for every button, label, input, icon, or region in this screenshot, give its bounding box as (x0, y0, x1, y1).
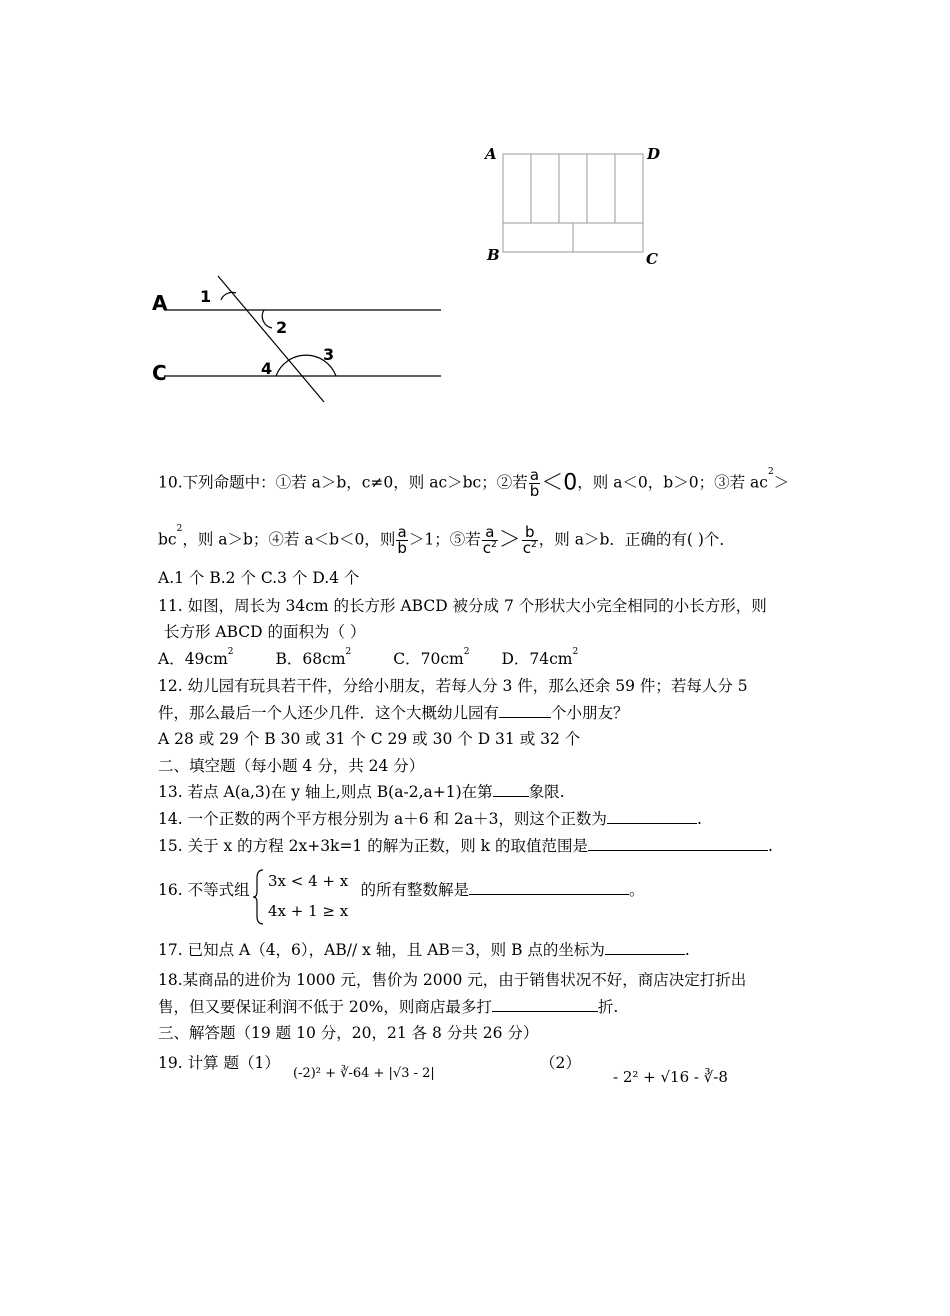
label-line-a: A (152, 291, 168, 315)
q14-blank (607, 809, 697, 824)
frac-a-over-b-2: $\frac{a}{b}$ (397, 523, 407, 557)
frac-b-over-c2: $\frac{b}{c^2}$ (522, 523, 537, 557)
section-3-heading: 三、解答题（19 题 10 分，20，21 各 8 分共 26 分） (158, 1024, 539, 1042)
inequality-2: 4x + 1 ≥ x (268, 902, 349, 920)
q12-line2: 件，那么最后一个人还少几件．这个大概幼儿园有 个小朋友？ (158, 704, 629, 722)
label-c: C (646, 250, 658, 268)
q14: 14. 一个正数的两个平方根分别为 a＋6 和 2a＋3，则这个正数为 . (158, 810, 702, 828)
q11-options: A．$49cm^2$ B．$68cm^2$ C．$70cm^2$ D．$74cm^2$ (158, 647, 579, 668)
q17: 17. 已知点 A（4，6），AB// x 轴，且 AB＝3，则 B 点的坐标为 . (158, 941, 690, 959)
q13: 13. 若点 A(a,3)在 y 轴上,则点 B(a-2,a+1)在第 象限. (158, 783, 565, 801)
q11-line1: 11. 如图，周长为 34cm 的长方形 ABCD 被分成 7 个形状大小完全相同的小长方形，则 (158, 597, 767, 615)
q19-expression-1: (-2)² + ∛-64 + |√3 - 2| (293, 1066, 435, 1081)
section-2-heading: 二、填空题（每小题 4 分，共 24 分） (158, 757, 425, 775)
label-a: A (485, 145, 497, 163)
frac-a-over-b: $\frac{a}{b}$ (529, 466, 540, 500)
inequality-1: 3x < 4 + x (268, 872, 349, 890)
label-d: D (647, 145, 661, 163)
q11-line2: 长方形 ABCD 的面积为（ ） (164, 623, 366, 641)
q18-blank (492, 997, 598, 1012)
label-line-c: C (152, 361, 167, 385)
angle-2-label: 2 (276, 318, 288, 337)
angle-4-label: 4 (261, 359, 273, 378)
q19-expression-2: - 2² + √16 - ∛-8 (613, 1068, 728, 1086)
q16: 16. 不等式组 的所有整数解是 。 (158, 881, 645, 899)
q10-line1: 10.下列命题中：①若 a＞b，c≠0，则 ac＞bc；②若 $\frac{a}{b}$ ＜0，则 a＜0，b＞0；③若 $ac^2>$ (158, 466, 790, 500)
parallel-lines-figure (150, 270, 450, 410)
q13-blank (493, 782, 529, 797)
q18-line2: 售，但又要保证利润不低于 20%，则商店最多打 折. (158, 998, 619, 1016)
q10-line2: $bc^2$，则 a＞b；④若 a＜b＜0，则 $\frac{a}{b}$ ＞1；⑤若 $\frac{a}{c^2}$ ＞ $\frac{b}{c^2}$ ，则 a＞b．正确的有( )个． (158, 523, 735, 557)
q12-blank (499, 703, 551, 718)
angle-3-label: 3 (323, 345, 335, 364)
q15: 15. 关于 x 的方程 2x+3k=1 的解为正数，则 k 的取值范围是 . (158, 837, 773, 855)
q12-line1: 12. 幼儿园有玩具若干件，分给小朋友，若每人分 3 件，那么还余 59 件；若每人分 5 (158, 677, 748, 695)
q19-part2-label: （2） (540, 1054, 581, 1072)
q17-blank (605, 940, 685, 955)
angle-1-label: 1 (200, 287, 212, 306)
q12-options: A 28 或 29 个 B 30 或 31 个 C 29 或 30 个 D 31 或 32 个 (158, 730, 581, 748)
frac-a-over-c2: $\frac{a}{c^2}$ (482, 523, 497, 557)
q15-blank (588, 836, 768, 851)
q18-line1: 18.某商品的进价为 1000 元，售价为 2000 元，由于销售状况不好，商店决定打折出 (158, 971, 747, 989)
rectangle-abcd-figure (480, 140, 670, 270)
q10-options: A.1 个 B.2 个 C.3 个 D.4 个 (158, 569, 360, 587)
q19-label: 19. 计算 题（1） (158, 1054, 280, 1072)
inequality-system (253, 868, 363, 926)
q16-blank (469, 880, 629, 895)
label-b: B (487, 246, 500, 264)
